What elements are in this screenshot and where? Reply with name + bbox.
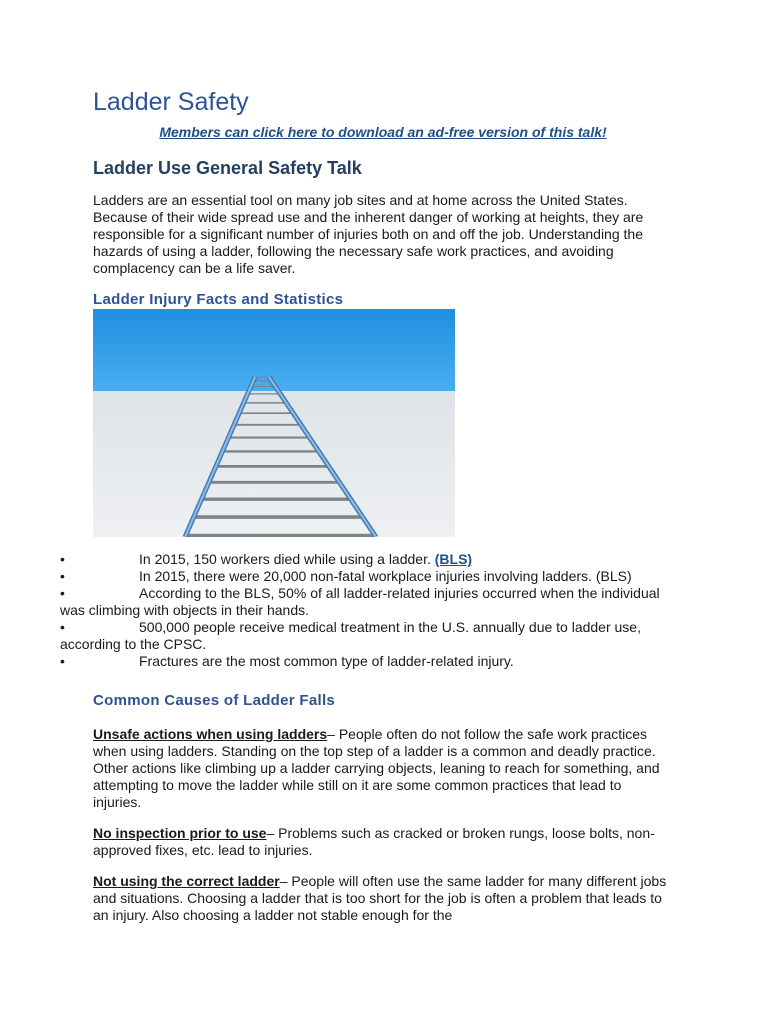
bullet-glyph: • xyxy=(60,568,65,584)
fact-text: According to the BLS, 50% of all ladder-related injuries occurred when the individual was climbing with objects in their hands. xyxy=(60,585,660,618)
facts-list xyxy=(60,551,673,670)
cause-text: – Problems such as cracked or broken rungs, loose bolts, non-approved fixes, etc. lead to injuries. xyxy=(93,825,655,858)
causes-heading: Common Causes of Ladder Falls xyxy=(93,692,336,709)
cause-term: No inspection prior to use xyxy=(93,825,267,841)
cause-term: Not using the correct ladder xyxy=(93,873,280,889)
talk-heading: Ladder Use General Safety Talk xyxy=(93,158,362,178)
list-item xyxy=(60,551,673,568)
bullet-glyph: • xyxy=(60,619,65,635)
list-item xyxy=(60,585,673,619)
fact-text: In 2015, 150 workers died while using a ladder. xyxy=(139,551,435,567)
cause-term: Unsafe actions when using ladders xyxy=(93,726,328,742)
member-download-link[interactable]: Members can click here to download an ad-free version of this talk! xyxy=(159,124,607,140)
cause-text: – People often do not follow the safe work practices when using ladders. Standing on the top step of a ladder is a common and deadly practice. Other actions like climbing up a ladder carrying objects, leaning to reach for something, and attempting to move the ladder while still on it are some common practices that lead to injuries. xyxy=(93,726,660,810)
document-page xyxy=(60,84,673,924)
list-item xyxy=(60,653,673,670)
bullet-glyph: • xyxy=(60,585,65,601)
page-title: Ladder Safety xyxy=(93,88,249,116)
list-item xyxy=(60,568,673,585)
cause-paragraph xyxy=(93,726,673,811)
fact-text: 500,000 people receive medical treatment in the U.S. annually due to ladder use, according to the CPSC. xyxy=(60,619,641,652)
fact-text: Fractures are the most common type of ladder-related injury. xyxy=(139,653,514,669)
bls-link[interactable]: (BLS) xyxy=(434,551,473,567)
list-item xyxy=(60,619,673,653)
bullet-glyph: • xyxy=(60,653,65,669)
cause-text: – People will often use the same ladder for many different jobs and situations. Choosing a ladder that is too short for the job is often a problem that leads to an injury. Also choosing a ladder not stable enough for the xyxy=(93,873,667,923)
fact-text: In 2015, there were 20,000 non-fatal workplace injuries involving ladders. (BLS) xyxy=(139,568,632,584)
cause-paragraph xyxy=(93,873,673,924)
cause-paragraph xyxy=(93,825,673,859)
intro-paragraph: Ladders are an essential tool on many job sites and at home across the United States. Because of their wide spread use and the inherent danger of working at heights, they are responsible for a significant number of injuries both on and off the job. Understanding the hazards of using a ladder, following the necessary safe work practices, and avoiding complacency can be a life saver. xyxy=(93,192,644,276)
facts-heading: Ladder Injury Facts and Statistics xyxy=(93,291,344,308)
ladder-photo xyxy=(93,309,455,537)
bullet-glyph: • xyxy=(60,551,65,567)
